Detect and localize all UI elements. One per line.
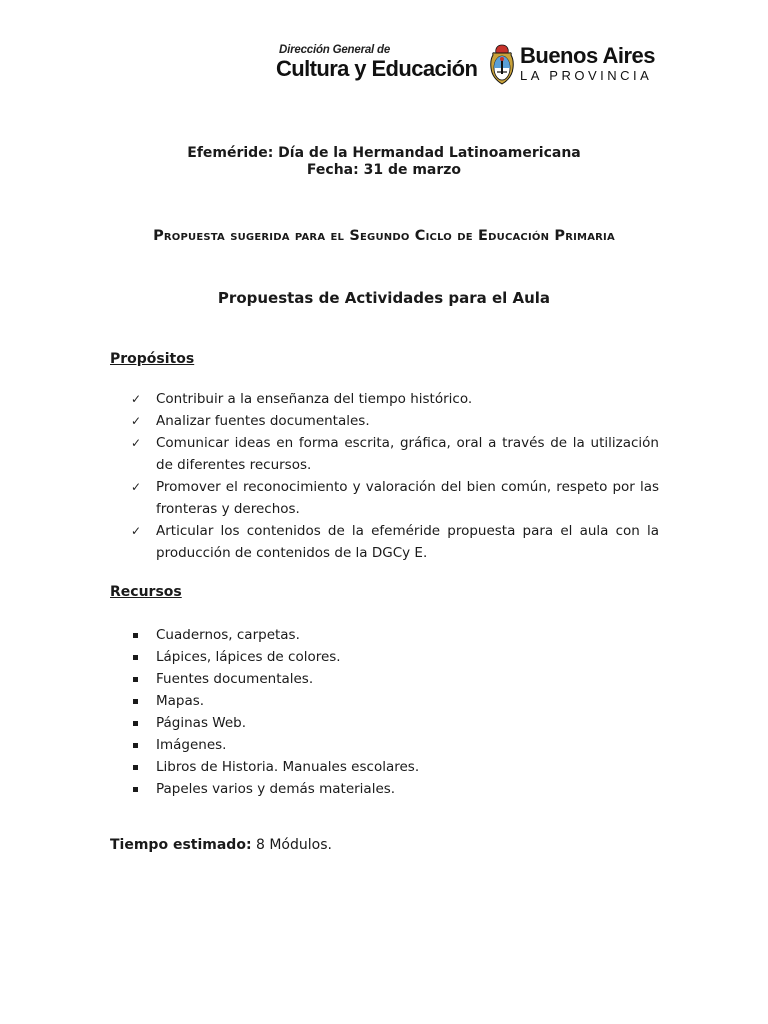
square-bullet-icon bbox=[133, 655, 138, 660]
checkmark-icon: ✓ bbox=[131, 414, 142, 428]
list-item-text: Libros de Historia. Manuales escolares. bbox=[156, 759, 420, 775]
list-item bbox=[131, 476, 659, 520]
square-bullet-icon bbox=[133, 743, 138, 748]
list-item-text: Papeles varios y demás materiales. bbox=[156, 781, 396, 797]
fecha-line: Fecha: 31 de marzo bbox=[306, 162, 462, 178]
list-item-text: Cuadernos, carpetas. bbox=[156, 627, 300, 643]
list-item bbox=[131, 520, 659, 564]
list-item-text: Páginas Web. bbox=[156, 715, 247, 731]
list-item-text: Imágenes. bbox=[156, 737, 227, 753]
provincia-logo bbox=[520, 44, 655, 84]
efemeride-title: Efeméride: Día de la Hermandad Latinoamericana bbox=[187, 145, 581, 161]
checkmark-icon: ✓ bbox=[131, 480, 142, 494]
list-item bbox=[131, 712, 659, 734]
square-bullet-icon bbox=[133, 721, 138, 726]
square-bullet-icon bbox=[133, 677, 138, 682]
list-item bbox=[131, 778, 659, 800]
list-item-text: Analizar fuentes documentales. bbox=[156, 413, 370, 429]
checkmark-icon: ✓ bbox=[131, 392, 142, 406]
propositos-list bbox=[131, 388, 659, 564]
list-item-text: Promover el reconocimiento y valoración del bien común, respeto por las fronteras y derechos. bbox=[156, 479, 659, 517]
list-item bbox=[131, 734, 659, 756]
tiempo-estimado bbox=[110, 837, 332, 853]
square-bullet-icon bbox=[133, 699, 138, 704]
list-item bbox=[131, 646, 659, 668]
provincia-logo-subtitle: LA PROVINCIA bbox=[520, 68, 653, 83]
propuesta-heading: Propuesta sugerida para el Segundo Ciclo de Educación Primaria bbox=[153, 228, 615, 244]
list-item-text: Comunicar ideas en forma escrita, gráfica, oral a través de la utilización de diferentes recursos. bbox=[156, 435, 659, 473]
square-bullet-icon bbox=[133, 787, 138, 792]
checkmark-icon: ✓ bbox=[131, 436, 142, 450]
list-item bbox=[131, 410, 659, 432]
dgce-logo-title: Cultura y Educación bbox=[276, 56, 478, 81]
propositos-heading: Propósitos bbox=[110, 351, 195, 367]
list-item bbox=[131, 756, 659, 778]
actividades-heading: Propuestas de Actividades para el Aula bbox=[217, 289, 551, 307]
square-bullet-icon bbox=[133, 633, 138, 638]
list-item-text: Fuentes documentales. bbox=[156, 671, 314, 687]
square-bullet-icon bbox=[133, 765, 138, 770]
list-item bbox=[131, 432, 659, 476]
list-item-text: Mapas. bbox=[156, 693, 205, 709]
dgce-logo bbox=[276, 44, 477, 82]
list-item-text: Articular los contenidos de la efeméride propuesta para el aula con la producción de contenidos de la DGCy E. bbox=[156, 523, 659, 561]
list-item bbox=[131, 388, 659, 410]
list-item-text: Lápices, lápices de colores. bbox=[156, 649, 341, 665]
letterhead bbox=[276, 44, 666, 90]
provincia-logo-title: Buenos Aires bbox=[520, 43, 656, 68]
list-item-text: Contribuir a la enseñanza del tiempo histórico. bbox=[156, 391, 473, 407]
recursos-heading: Recursos bbox=[110, 584, 182, 600]
list-item bbox=[131, 690, 659, 712]
checkmark-icon: ✓ bbox=[131, 524, 142, 538]
list-item bbox=[131, 624, 659, 646]
tiempo-value: 8 Módulos. bbox=[251, 837, 332, 853]
recursos-list bbox=[131, 624, 659, 800]
dgce-logo-subtitle: Dirección General de bbox=[279, 44, 391, 56]
provincia-coat-of-arms-icon bbox=[489, 44, 515, 88]
tiempo-label: Tiempo estimado: bbox=[110, 837, 252, 853]
list-item bbox=[131, 668, 659, 690]
